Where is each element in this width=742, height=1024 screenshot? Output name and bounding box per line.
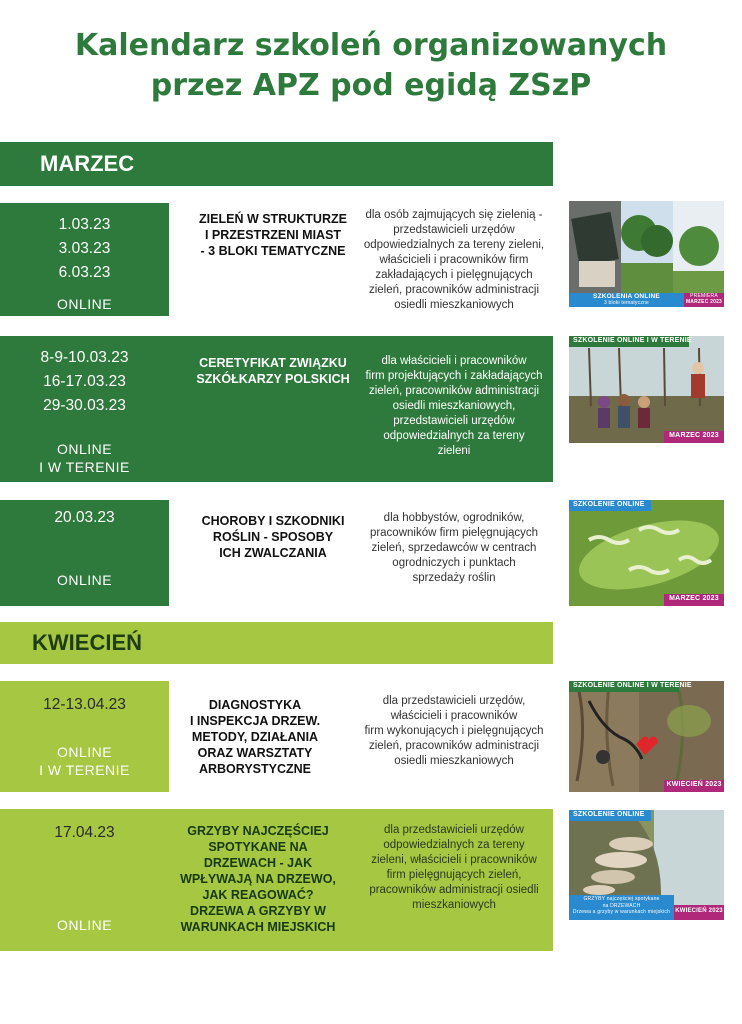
audience-line: mieszkaniowych (412, 899, 496, 911)
training-dates (0, 821, 169, 845)
audience-line: zieleń, pracowników administracji (368, 284, 539, 296)
thumb-date-label: MARZEC 2023 (669, 432, 719, 439)
date-line: 1.03.23 (58, 216, 111, 233)
audience-line: dla przedstawicieli urzędów, (382, 695, 526, 707)
training-dates-box (0, 203, 169, 316)
audience-line: firm wykonujących i pielęgnujących (364, 725, 544, 737)
page-title-line-1: Kalendarz szkoleń organizowanych (74, 28, 668, 63)
audience-line: dla przedstawicieli urzędów (384, 824, 524, 836)
training-dates (0, 346, 169, 418)
month-label: MARZEC (40, 151, 135, 176)
topic-line: CERETYFIKAT ZWIĄZKU (199, 356, 347, 370)
audience-line: osiedli mieszkaniowych (394, 299, 514, 311)
field-training-photo (569, 336, 724, 443)
thumb-date-label: MARZEC 2023 (669, 595, 719, 602)
audience-line: zieleni (437, 445, 471, 457)
topic-line: DIAGNOSTYKA (208, 698, 302, 712)
audience-line: dla właścicieli i pracowników (381, 355, 527, 367)
topic-line: GRZYBY NAJCZĘŚCIEJ (187, 824, 329, 838)
topic-line: CHOROBY I SZKODNIKI (201, 514, 345, 528)
audience-line: firm projektujących i zakładających (365, 370, 543, 382)
training-dates (0, 693, 169, 717)
audience-line: właścicieli i pracowników firm (379, 254, 529, 266)
training-thumbnail (569, 201, 724, 307)
topic-line: DRZEWA A GRZYBY W (190, 904, 326, 918)
thumb-label-line: na DRZEWACH (602, 902, 641, 909)
audience-line: właścicieli i pracowników (390, 710, 518, 722)
topic-line: ZIELEŃ W STRUKTURZE (199, 212, 347, 226)
training-dates-box (0, 336, 169, 482)
audience-line: zieleń, sprzedawców w centrach (371, 542, 537, 554)
audience-line: odpowiedzialnych za tereny (383, 839, 525, 851)
training-mode (0, 571, 169, 589)
caterpillar-leaf-photo (569, 500, 724, 606)
page-title (0, 26, 742, 106)
mode-line: I W TERENIE (39, 459, 130, 475)
date-line: 20.03.23 (54, 509, 115, 526)
topic-line: METODY, DZIAŁANIA (191, 730, 319, 744)
audience-line: pracowników firm pielęgnujących (369, 527, 539, 539)
thumb-label: SZKOLENIE ONLINE (573, 501, 645, 508)
thumb-date-label: KWIECIEŃ 2023 (675, 908, 723, 914)
thumb-label: SZKOLENIE ONLINE (573, 811, 645, 818)
tree-diagnostics-photo (569, 681, 724, 792)
training-audience (355, 694, 553, 769)
audience-line: ogrodniczych i punktach (392, 557, 516, 569)
thumb-date-label (684, 293, 724, 305)
audience-line: zakładających i pielęgnujących (375, 269, 533, 281)
training-audience (355, 823, 553, 913)
thumb-label: SZKOLENIE ONLINE I W TERENIE (573, 682, 692, 689)
training-dates-box (0, 681, 169, 792)
date-line: 8-9-10.03.23 (40, 349, 129, 366)
thumb-date-label: KWIECIEŃ 2023 (666, 781, 722, 788)
page-title-line-2: przez APZ pod egidą ZSzP (150, 68, 592, 103)
mode-line: ONLINE (56, 744, 113, 760)
mode-line: ONLINE (56, 441, 113, 457)
audience-line: pracowników administracji osiedli (369, 884, 539, 896)
training-mode (0, 295, 169, 313)
training-dates (0, 506, 169, 530)
month-header-april (0, 622, 553, 664)
audience-line: dla hobbystów, ogrodników, (383, 512, 525, 524)
training-mode (0, 440, 169, 476)
thumb-subtitle (569, 896, 674, 916)
audience-line: odpowiedzialnych za tereny zieleni, (363, 239, 545, 251)
training-topic (175, 513, 371, 561)
thumb-label (569, 293, 684, 306)
thumb-label-line: GRZYBY najczęściej spotykane (583, 896, 660, 902)
training-audience (355, 354, 553, 459)
audience-line: osiedli mieszkaniowych (394, 755, 514, 767)
training-thumbnail (569, 336, 724, 443)
mode-line: I W TERENIE (39, 762, 130, 778)
thumb-label-line: 3 bloki tematyczne (603, 300, 649, 306)
topic-line: SZKÓŁKARZY POLSKICH (196, 372, 350, 386)
topic-line: I INSPEKCJA DRZEW. (189, 714, 321, 728)
mode-line: ONLINE (56, 296, 113, 312)
topic-line: DRZEWACH - JAK (203, 856, 313, 870)
training-audience (355, 511, 553, 586)
training-dates-box (0, 809, 169, 951)
date-line: 16-17.03.23 (43, 373, 126, 390)
thumb-label-line: SZKOLENIA ONLINE (593, 293, 660, 300)
audience-line: firm pielęgnujących zieleń, (386, 869, 522, 881)
training-audience (355, 208, 553, 313)
date-line: 6.03.23 (58, 264, 111, 281)
thumb-label: SZKOLENIE ONLINE I W TERENIE (573, 337, 692, 344)
date-line: 29-30.03.23 (43, 397, 126, 414)
training-thumbnail (569, 500, 724, 606)
date-line: 17.04.23 (54, 824, 115, 841)
thumb-label-line: Drzewa a grzyby w warunkach miejskich (572, 909, 671, 915)
month-header-march (0, 142, 553, 186)
training-thumbnail (569, 681, 724, 792)
topic-line: ORAZ WARSZTATY (197, 746, 313, 760)
date-line: 3.03.23 (58, 240, 111, 257)
training-mode (0, 743, 169, 779)
training-mode (0, 916, 169, 934)
topic-line: I PRZESTRZENI MIAST (204, 228, 342, 242)
thumb-label-line: MARZEC 2023 (685, 299, 723, 305)
audience-line: dla osób zajmujących się zielenią - (365, 209, 543, 221)
audience-line: zieleń, pracowników administracji (368, 740, 539, 752)
audience-line: zieleni, właścicieli i pracowników (371, 854, 537, 866)
audience-line: sprzedaży roślin (412, 572, 496, 584)
training-thumbnail (569, 810, 724, 920)
laptop-trees-photo (569, 201, 724, 307)
training-dates-box (0, 500, 169, 606)
audience-line: osiedli mieszkaniowych, (392, 400, 516, 412)
audience-line: odpowiedzialnych za tereny (383, 430, 525, 442)
audience-line: przedstawicieli urzędów (393, 415, 515, 427)
training-topic (160, 823, 356, 935)
mode-line: ONLINE (56, 572, 113, 588)
month-label: KWIECIEŃ (32, 630, 142, 655)
training-topic (175, 211, 371, 259)
mode-line: ONLINE (56, 917, 113, 933)
topic-line: WPŁYWAJĄ NA DRZEWO, (180, 872, 336, 886)
audience-line: przedstawicieli urzędów (393, 224, 515, 236)
topic-line: SPOTYKANE NA (208, 840, 308, 854)
date-line: 12-13.04.23 (43, 696, 126, 713)
training-topic (175, 355, 371, 387)
topic-line: ROŚLIN - SPOSOBY (212, 530, 334, 544)
topic-line: ICH ZWALCZANIA (219, 546, 327, 560)
training-dates (0, 213, 169, 285)
topic-line: WARUNKACH MIEJSKICH (180, 920, 336, 934)
thumb-label-line: PREMIERA (690, 293, 718, 299)
audience-line: zieleń, pracowników administracji (368, 385, 539, 397)
topic-line: JAK REAGOWAĆ? (202, 888, 314, 902)
training-topic (157, 697, 353, 777)
topic-line: ARBORYSTYCZNE (198, 762, 312, 776)
topic-line: - 3 BLOKI TEMATYCZNE (200, 244, 346, 258)
